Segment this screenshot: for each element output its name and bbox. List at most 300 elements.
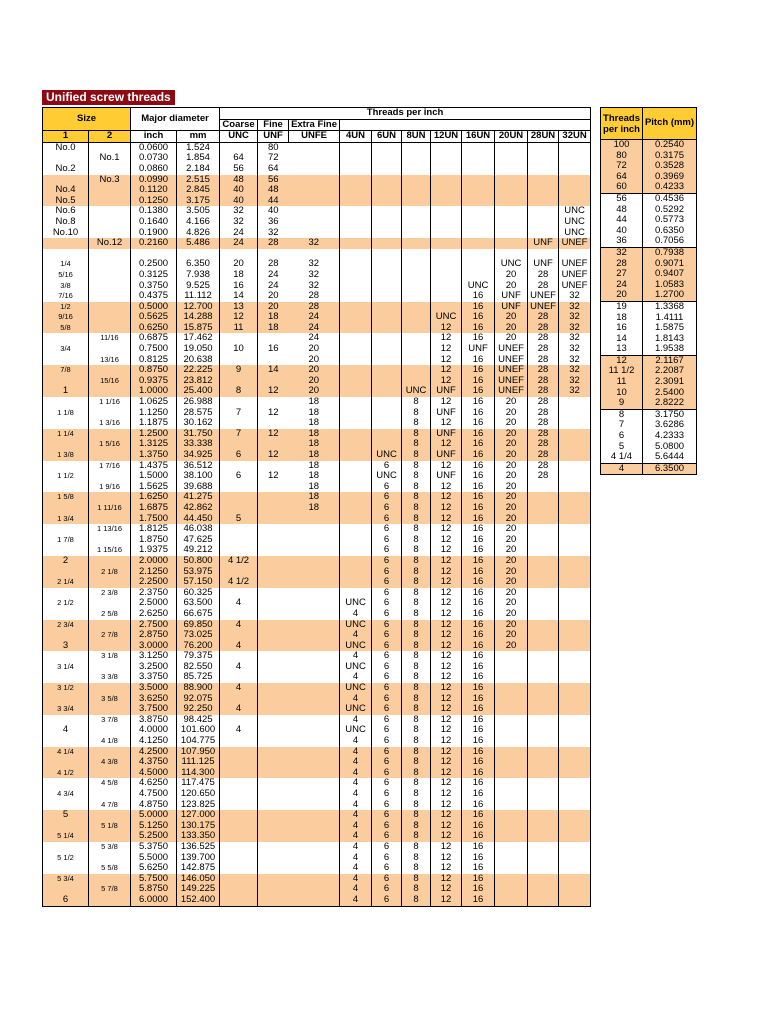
table-cell: 1.524: [177, 142, 220, 153]
table-cell: 3.5000: [131, 683, 177, 694]
table-cell: [559, 439, 591, 450]
table-cell: [372, 196, 402, 207]
table-cell: 48: [220, 175, 258, 186]
table-cell: [462, 185, 495, 196]
table-cell: [495, 842, 528, 853]
table-cell: [289, 609, 340, 620]
table-cell: 6: [372, 736, 402, 747]
table-cell: 2.845: [177, 185, 220, 196]
table-cell: 3 1/4: [43, 662, 89, 673]
table-cell: 16: [462, 704, 495, 715]
table-cell: 16: [462, 598, 495, 609]
table-cell: [289, 588, 340, 599]
table-cell: [559, 556, 591, 567]
table-cell: [258, 439, 289, 450]
table-cell: 16: [462, 524, 495, 535]
table-cell: 0.2160: [131, 238, 177, 249]
table-cell: 4: [340, 874, 372, 885]
table-cell: [559, 397, 591, 408]
table-cell: [258, 853, 289, 864]
table-cell: 146.050: [177, 874, 220, 885]
table-cell: 4: [340, 895, 372, 906]
table-cell: [559, 503, 591, 514]
header-mm: mm: [177, 131, 220, 143]
table-cell: UNC: [340, 662, 372, 673]
table-cell: [340, 514, 372, 525]
table-cell: [495, 238, 528, 249]
table-cell: [495, 228, 528, 239]
table-cell: 4: [340, 853, 372, 864]
pitch-row: [601, 269, 697, 280]
table-cell: UNC: [462, 281, 495, 292]
table-cell: 1/2: [43, 302, 89, 313]
table-cell: [559, 789, 591, 800]
table-cell: [559, 450, 591, 461]
table-cell: UNEF: [495, 365, 528, 376]
table-cell: 20: [495, 408, 528, 419]
table-cell: 3.505: [177, 206, 220, 217]
table-cell: 64: [220, 153, 258, 164]
table-cell: 18: [289, 492, 340, 503]
table-cell: 12: [431, 715, 462, 726]
table-cell: [372, 281, 402, 292]
table-cell: [559, 492, 591, 503]
table-cell: 16: [462, 365, 495, 376]
table-cell: 0.5000: [131, 302, 177, 313]
table-cell: 6: [372, 715, 402, 726]
table-cell: 16: [462, 386, 495, 397]
table-cell: [559, 577, 591, 588]
table-cell: 20: [258, 291, 289, 302]
table-cell: [289, 704, 340, 715]
header-4un: 4UN: [340, 131, 372, 143]
table-cell: 8: [402, 747, 431, 758]
table-cell: 3 5/8: [89, 694, 131, 705]
table-cell: [402, 302, 431, 313]
table-cell: [89, 641, 131, 652]
table-cell: 20: [495, 641, 528, 652]
table-cell: [220, 503, 258, 514]
table-cell: 12: [431, 598, 462, 609]
pitch-cell: 0.7938: [643, 247, 697, 258]
table-cell: 104.775: [177, 736, 220, 747]
table-cell: [289, 831, 340, 842]
table-cell: [559, 598, 591, 609]
table-cell: 16: [462, 651, 495, 662]
table-cell: 12: [431, 333, 462, 344]
table-cell: [220, 376, 258, 387]
table-cell: 16: [462, 768, 495, 779]
pitch-cell: 0.5292: [643, 205, 697, 216]
table-cell: 12: [431, 620, 462, 631]
table-cell: [462, 217, 495, 228]
table-cell: UNC: [559, 206, 591, 217]
table-cell: [258, 842, 289, 853]
table-cell: [528, 789, 559, 800]
table-cell: 12: [431, 355, 462, 366]
table-cell: [340, 281, 372, 292]
table-cell: [289, 853, 340, 864]
table-cell: [495, 651, 528, 662]
table-row: [43, 206, 591, 217]
table-cell: [559, 514, 591, 525]
table-cell: 16: [462, 439, 495, 450]
table-cell: 16: [462, 884, 495, 895]
table-row: [43, 450, 591, 461]
table-cell: 4.5000: [131, 768, 177, 779]
table-cell: [258, 715, 289, 726]
table-cell: 6: [372, 620, 402, 631]
table-cell: 4: [340, 747, 372, 758]
table-cell: [559, 175, 591, 186]
table-cell: No.8: [43, 217, 89, 228]
table-cell: 41.275: [177, 492, 220, 503]
table-cell: [43, 736, 89, 747]
table-cell: 42.862: [177, 503, 220, 514]
table-row: [43, 598, 591, 609]
table-cell: 40: [220, 196, 258, 207]
threads-cell: 72: [601, 161, 643, 172]
pitch-row: [601, 463, 697, 475]
table-cell: 12: [258, 408, 289, 419]
pitch-row: [601, 377, 697, 388]
table-cell: [559, 747, 591, 758]
table-cell: [43, 503, 89, 514]
table-cell: [528, 641, 559, 652]
table-cell: [220, 333, 258, 344]
table-row: [43, 757, 591, 768]
header-threads-per-inch: Threads per inch: [220, 108, 591, 120]
header-coarse: Coarse: [220, 119, 258, 131]
table-cell: [431, 238, 462, 249]
table-cell: UNF: [495, 291, 528, 302]
pitch-cell: 0.9071: [643, 259, 697, 270]
table-cell: [220, 588, 258, 599]
pitch-cell: 0.5773: [643, 215, 697, 226]
table-cell: [89, 312, 131, 323]
table-cell: 0.5625: [131, 312, 177, 323]
table-cell: [89, 831, 131, 842]
table-cell: 16: [462, 736, 495, 747]
table-cell: 28: [258, 259, 289, 270]
table-cell: 1.6875: [131, 503, 177, 514]
table-cell: 3 7/8: [89, 715, 131, 726]
table-cell: [528, 800, 559, 811]
table-cell: 4: [340, 778, 372, 789]
table-cell: [289, 736, 340, 747]
table-cell: No.10: [43, 228, 89, 239]
table-cell: 2 1/2: [43, 598, 89, 609]
table-cell: 12: [431, 556, 462, 567]
table-cell: 20: [495, 312, 528, 323]
table-cell: [89, 217, 131, 228]
table-cell: [559, 641, 591, 652]
table-cell: 8: [402, 397, 431, 408]
table-cell: 8: [402, 503, 431, 514]
table-cell: [258, 418, 289, 429]
table-cell: 20: [495, 609, 528, 620]
table-cell: 0.0990: [131, 175, 177, 186]
table-cell: 20: [495, 556, 528, 567]
table-cell: [402, 270, 431, 281]
table-cell: [220, 778, 258, 789]
table-cell: [43, 355, 89, 366]
table-cell: [559, 863, 591, 874]
table-row: [43, 895, 591, 906]
table-cell: 15/16: [89, 376, 131, 387]
table-cell: [289, 206, 340, 217]
table-cell: 20: [495, 492, 528, 503]
table-cell: 16: [462, 461, 495, 472]
table-row: [43, 842, 591, 853]
table-cell: [528, 747, 559, 758]
table-cell: 8: [402, 715, 431, 726]
table-cell: 8: [402, 535, 431, 546]
header-16un: 16UN: [462, 131, 495, 143]
table-cell: [43, 863, 89, 874]
table-cell: 4.2500: [131, 747, 177, 758]
table-cell: 12: [431, 323, 462, 334]
table-cell: 20: [495, 281, 528, 292]
table-cell: [289, 620, 340, 631]
table-cell: [495, 725, 528, 736]
table-cell: [528, 683, 559, 694]
table-cell: UNEF: [528, 291, 559, 302]
table-cell: [258, 397, 289, 408]
table-cell: [528, 482, 559, 493]
table-cell: 36.512: [177, 461, 220, 472]
table-cell: [340, 556, 372, 567]
table-cell: [340, 397, 372, 408]
table-cell: 4: [43, 725, 89, 736]
table-cell: [340, 577, 372, 588]
table-cell: 8: [402, 778, 431, 789]
table-cell: 8: [402, 598, 431, 609]
table-cell: 6: [372, 831, 402, 842]
table-cell: [431, 228, 462, 239]
table-cell: 73.025: [177, 630, 220, 641]
table-cell: [340, 164, 372, 175]
table-cell: [559, 757, 591, 768]
table-cell: [340, 355, 372, 366]
table-cell: 1 1/8: [43, 408, 89, 419]
table-cell: 30.162: [177, 418, 220, 429]
table-cell: 20: [220, 259, 258, 270]
table-cell: 12: [431, 821, 462, 832]
table-cell: 12: [431, 609, 462, 620]
table-cell: [340, 471, 372, 482]
table-cell: 12: [431, 524, 462, 535]
table-cell: [258, 588, 289, 599]
table-cell: [89, 249, 131, 260]
table-cell: 85.725: [177, 672, 220, 683]
table-cell: [559, 620, 591, 631]
table-cell: 20: [495, 577, 528, 588]
table-cell: [340, 206, 372, 217]
table-row: [43, 630, 591, 641]
table-row: [43, 524, 591, 535]
table-cell: [528, 588, 559, 599]
table-cell: [372, 397, 402, 408]
table-cell: [528, 768, 559, 779]
table-cell: UNF: [431, 471, 462, 482]
table-cell: [431, 196, 462, 207]
table-cell: 20: [495, 397, 528, 408]
table-cell: [528, 249, 559, 260]
table-cell: 20: [495, 471, 528, 482]
table-row: [43, 662, 591, 673]
table-cell: [402, 281, 431, 292]
table-cell: 8: [402, 853, 431, 864]
table-cell: 12: [431, 736, 462, 747]
table-cell: [528, 185, 559, 196]
table-cell: [372, 312, 402, 323]
pitch-cell: 2.8222: [643, 398, 697, 409]
table-cell: [220, 800, 258, 811]
table-cell: 0.8125: [138, 354, 169, 365]
table-cell: 18: [220, 270, 258, 281]
header-20un: 20UN: [495, 131, 528, 143]
table-cell: [340, 153, 372, 164]
threads-cell: 11: [601, 377, 643, 388]
table-cell: 5 7/8: [89, 884, 131, 895]
table-cell: [372, 323, 402, 334]
table-cell: 32: [559, 386, 591, 397]
table-cell: [372, 355, 402, 366]
table-cell: 92.250: [177, 704, 220, 715]
table-cell: [372, 333, 402, 344]
pitch-row: [601, 420, 697, 431]
table-cell: 0.1380: [138, 206, 169, 217]
table-cell: 20: [495, 535, 528, 546]
table-cell: 26.988: [177, 397, 220, 408]
table-cell: [462, 164, 495, 175]
table-cell: [89, 302, 131, 313]
pitch-cell: 0.6350: [643, 226, 697, 237]
table-cell: [495, 206, 528, 217]
table-row: [43, 821, 591, 832]
threads-cell: 19: [601, 301, 643, 312]
table-cell: 12: [431, 514, 462, 525]
table-cell: [43, 461, 89, 472]
table-cell: [528, 757, 559, 768]
table-cell: 0.6250: [131, 323, 177, 334]
table-cell: UNC: [340, 620, 372, 631]
table-cell: [431, 270, 462, 281]
table-cell: [43, 238, 89, 249]
table-cell: 20: [495, 333, 528, 344]
table-cell: 16: [462, 429, 495, 440]
table-cell: 1.3750: [131, 450, 177, 461]
table-cell: 136.525: [177, 842, 220, 853]
table-cell: 20: [495, 620, 528, 631]
pitch-row: [601, 323, 697, 334]
table-cell: [528, 672, 559, 683]
table-cell: 16: [462, 620, 495, 631]
table-cell: 16: [258, 344, 289, 355]
table-cell: [43, 800, 89, 811]
table-cell: [431, 164, 462, 175]
header-col-1: 1: [43, 131, 89, 143]
table-cell: 1 3/8: [43, 450, 89, 461]
pitch-row: [601, 355, 697, 366]
table-cell: 24: [289, 312, 340, 323]
table-row: [43, 704, 591, 715]
table-cell: 18: [289, 439, 340, 450]
table-cell: [89, 620, 131, 631]
table-cell: [559, 545, 591, 556]
pitch-cell: 2.5400: [643, 388, 697, 399]
table-cell: 28: [528, 281, 559, 292]
table-cell: 6: [372, 725, 402, 736]
table-cell: [402, 291, 431, 302]
table-cell: 2.184: [177, 164, 220, 175]
table-cell: [402, 185, 431, 196]
pitch-cell: 4.2333: [643, 431, 697, 442]
pitch-row: [601, 313, 697, 324]
table-cell: 44: [258, 196, 289, 207]
table-cell: 2.6250: [138, 608, 169, 619]
table-cell: [431, 281, 462, 292]
table-cell: [289, 175, 340, 186]
table-cell: 0.9375: [131, 376, 177, 387]
table-cell: 8: [402, 842, 431, 853]
table-cell: [220, 672, 258, 683]
table-cell: [89, 386, 131, 397]
table-cell: 12: [431, 884, 462, 895]
table-cell: 8: [402, 694, 431, 705]
threads-cell: 4: [601, 463, 643, 475]
table-cell: [528, 884, 559, 895]
table-cell: 69.850: [177, 620, 220, 631]
table-cell: 98.425: [177, 715, 220, 726]
table-cell: [220, 492, 258, 503]
table-cell: 40: [258, 206, 289, 217]
table-cell: [89, 874, 131, 885]
table-cell: [289, 545, 340, 556]
table-row: [43, 492, 591, 503]
table-cell: 6: [220, 471, 258, 482]
threads-cell: 7: [601, 420, 643, 431]
table-cell: 4: [340, 609, 372, 620]
table-cell: 20: [289, 365, 340, 376]
table-cell: 6: [372, 662, 402, 673]
table-cell: [559, 662, 591, 673]
table-cell: [528, 206, 559, 217]
table-cell: [559, 831, 591, 842]
table-cell: 0.3750: [138, 280, 169, 291]
table-cell: [528, 556, 559, 567]
table-row: [43, 471, 591, 482]
table-cell: 24: [220, 238, 258, 249]
table-cell: 11/16: [89, 333, 131, 344]
table-cell: [528, 778, 559, 789]
table-cell: 5.6250: [138, 863, 169, 874]
table-cell: 1.5625: [138, 481, 169, 492]
pitch-row: [601, 388, 697, 399]
table-cell: UNEF: [495, 386, 528, 397]
table-cell: [402, 323, 431, 334]
table-cell: [559, 153, 591, 164]
table-cell: [372, 259, 402, 270]
table-cell: [528, 142, 559, 153]
table-cell: [340, 588, 372, 599]
table-cell: [372, 429, 402, 440]
pitch-cell: 6.3500: [643, 463, 697, 475]
table-cell: 12: [431, 461, 462, 472]
table-row: [43, 672, 591, 683]
table-cell: 16: [462, 450, 495, 461]
